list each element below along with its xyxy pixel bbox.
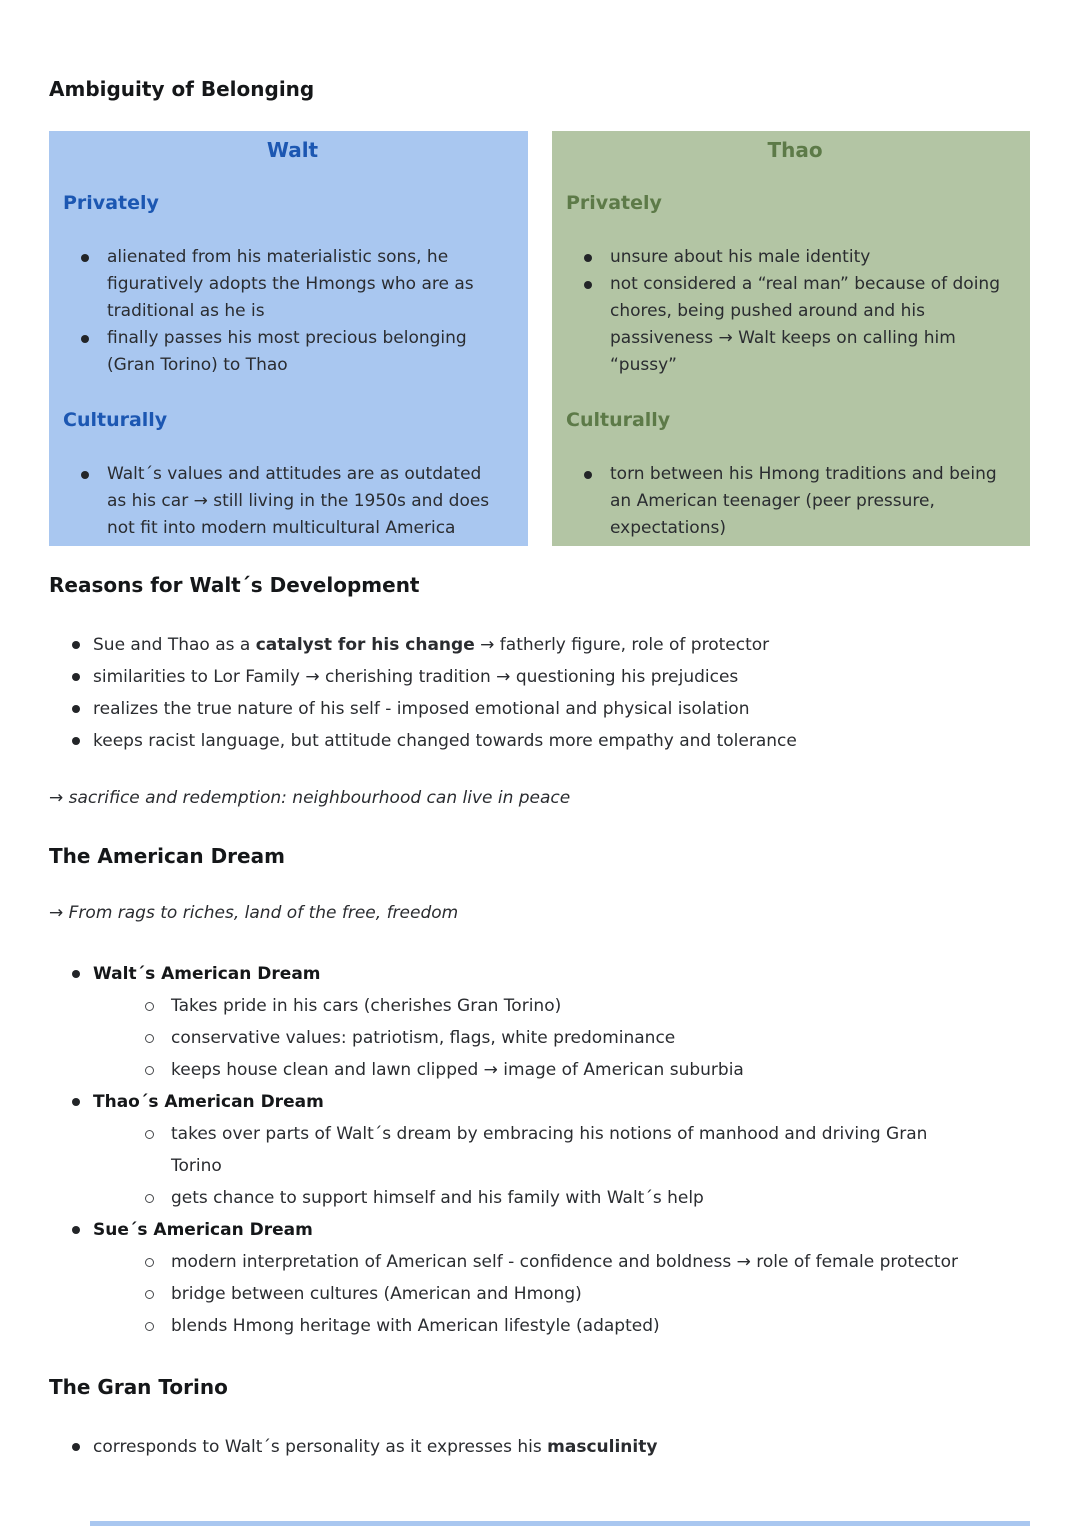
list-item-line: “pussy” xyxy=(610,355,677,375)
list-item-line: takes over parts of Walt´s dream by embracing his notions of manhood and driving Gran xyxy=(171,1124,928,1144)
thao-column-header: Thao xyxy=(767,138,823,162)
list-item-line: Torino xyxy=(171,1156,222,1176)
list-item xyxy=(582,244,1024,271)
walt-column xyxy=(49,131,528,546)
bullet-icon xyxy=(72,1098,80,1106)
section-heading-gran-torino: The Gran Torino xyxy=(49,1375,228,1399)
walt-privately-subheading: Privately xyxy=(63,192,159,214)
walt-culturally-list xyxy=(63,461,522,542)
list-item xyxy=(93,1182,1030,1214)
sue-dream-sublist xyxy=(93,1246,1030,1342)
reasons-conclusion: → sacrifice and redemption: neighbourhood can live in peace xyxy=(49,788,571,808)
circle-bullet-icon xyxy=(145,1034,154,1043)
bullet-icon xyxy=(81,335,89,343)
list-item xyxy=(49,1431,1030,1463)
next-page-table-edge xyxy=(90,1521,1030,1526)
circle-bullet-icon xyxy=(145,1258,154,1267)
bullet-icon xyxy=(584,471,592,479)
thao-privately-subheading: Privately xyxy=(566,192,662,214)
list-item-text: corresponds to Walt´s personality as it expresses his xyxy=(93,1437,548,1457)
section-heading-ambiguity: Ambiguity of Belonging xyxy=(49,77,315,101)
list-item-bold-text: catalyst for his change xyxy=(255,635,475,655)
thao-privately-list xyxy=(566,244,1024,379)
list-item-group-title xyxy=(49,1214,1030,1246)
group-title-text: Sue´s American Dream xyxy=(93,1220,313,1240)
list-item-line: passiveness → Walt keeps on calling him xyxy=(610,328,956,348)
list-item-line: as his car → still living in the 1950s and does xyxy=(107,491,490,511)
list-item xyxy=(582,271,1024,379)
comparison-table xyxy=(49,131,1030,546)
thao-culturally-list xyxy=(566,461,1024,542)
gran-torino-list xyxy=(49,1431,1030,1463)
bullet-icon xyxy=(72,1226,80,1234)
list-item-text: keeps racist language, but attitude changed towards more empathy and tolerance xyxy=(93,731,797,751)
list-item xyxy=(93,1054,1030,1086)
circle-bullet-icon xyxy=(145,1066,154,1075)
walt-column-header: Walt xyxy=(266,138,319,162)
circle-bullet-icon xyxy=(145,1002,154,1011)
circle-bullet-icon xyxy=(145,1194,154,1203)
circle-bullet-icon xyxy=(145,1322,154,1331)
bullet-icon xyxy=(81,471,89,479)
thao-column xyxy=(552,131,1030,546)
list-item-text: → fatherly figure, role of protector xyxy=(474,635,770,655)
list-item-line: (Gran Torino) to Thao xyxy=(107,355,288,375)
list-item-line: finally passes his most precious belonging xyxy=(107,328,467,348)
bullet-icon xyxy=(72,673,80,681)
list-item-line: alienated from his materialistic sons, he xyxy=(107,247,449,267)
group-title-text: Thao´s American Dream xyxy=(93,1092,324,1112)
circle-bullet-icon xyxy=(145,1290,154,1299)
list-item xyxy=(49,725,1030,757)
list-item-line: gets chance to support himself and his family with Walt´s help xyxy=(171,1188,704,1208)
section-heading-reasons: Reasons for Walt´s Development xyxy=(49,573,420,597)
list-item-line: Walt´s values and attitudes are as outdated xyxy=(107,464,482,484)
list-item-line: chores, being pushed around and his xyxy=(610,301,925,321)
list-item-line: expectations) xyxy=(610,518,726,538)
bullet-icon xyxy=(72,705,80,713)
list-item xyxy=(93,1118,1030,1182)
list-item-line: bridge between cultures (American and Hmong) xyxy=(171,1284,582,1304)
list-item-group-title xyxy=(49,1086,1030,1118)
bullet-icon xyxy=(584,254,592,262)
section-heading-american-dream: The American Dream xyxy=(49,844,285,868)
list-item-line: conservative values: patriotism, flags, white predominance xyxy=(171,1028,676,1048)
list-item-line: figuratively adopts the Hmongs who are as xyxy=(107,274,474,294)
list-item-line: torn between his Hmong traditions and being xyxy=(610,464,997,484)
list-item-line: not considered a “real man” because of doing xyxy=(610,274,1000,294)
list-item-subgroup xyxy=(49,990,1030,1086)
list-item xyxy=(582,461,1024,542)
list-item xyxy=(49,629,1030,661)
list-item xyxy=(93,1246,1030,1278)
list-item xyxy=(93,1278,1030,1310)
bullet-icon xyxy=(584,281,592,289)
list-item-line: modern interpretation of American self - confidence and boldness → role of female protector xyxy=(171,1252,958,1272)
list-item-line: unsure about his male identity xyxy=(610,247,871,267)
list-item-line: Takes pride in his cars (cherishes Gran Torino) xyxy=(171,996,562,1016)
list-item-group-title xyxy=(49,958,1030,990)
list-item xyxy=(93,1310,1030,1342)
walt-privately-list xyxy=(63,244,522,379)
group-title-text: Walt´s American Dream xyxy=(93,964,321,984)
list-item xyxy=(49,693,1030,725)
list-item-line: keeps house clean and lawn clipped → image of American suburbia xyxy=(171,1060,744,1080)
list-item xyxy=(93,990,1030,1022)
thao-culturally-subheading: Culturally xyxy=(566,409,671,431)
american-dream-intro: → From rags to riches, land of the free, freedom xyxy=(49,903,459,923)
walt-dream-sublist xyxy=(93,990,1030,1086)
reasons-list xyxy=(49,629,1030,757)
list-item-text: similarities to Lor Family → cherishing tradition → questioning his prejudices xyxy=(93,667,739,687)
bullet-icon xyxy=(72,641,80,649)
bullet-icon xyxy=(72,737,80,745)
list-item xyxy=(49,661,1030,693)
bullet-icon xyxy=(72,1443,80,1451)
list-item xyxy=(79,325,522,379)
list-item xyxy=(79,461,522,542)
list-item-text: Sue and Thao as a xyxy=(93,635,256,655)
bullet-icon xyxy=(72,970,80,978)
list-item-line: traditional as he is xyxy=(107,301,265,321)
list-item xyxy=(79,244,522,325)
list-item-subgroup xyxy=(49,1246,1030,1342)
circle-bullet-icon xyxy=(145,1130,154,1139)
walt-culturally-subheading: Culturally xyxy=(63,409,168,431)
list-item-text: realizes the true nature of his self - imposed emotional and physical isolation xyxy=(93,699,750,719)
thao-dream-sublist xyxy=(93,1118,1030,1214)
list-item-line: an American teenager (peer pressure, xyxy=(610,491,935,511)
bullet-icon xyxy=(81,254,89,262)
list-item-line: blends Hmong heritage with American lifestyle (adapted) xyxy=(171,1316,660,1336)
american-dream-list xyxy=(49,958,1030,1342)
list-item-bold-text: masculinity xyxy=(547,1437,658,1457)
list-item-subgroup xyxy=(49,1118,1030,1214)
list-item-line: not fit into modern multicultural America xyxy=(107,518,456,538)
list-item xyxy=(93,1022,1030,1054)
